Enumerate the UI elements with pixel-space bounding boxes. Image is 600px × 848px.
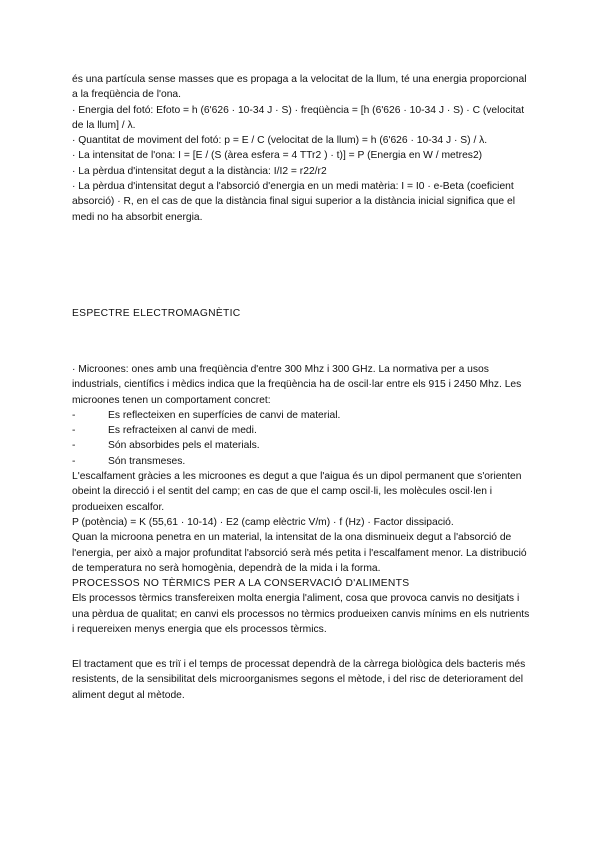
intro-paragraph: és una partícula sense masses que es propaga a la velocitat de la llum, té una energia proporcional a la freqüència de l'ona. (72, 74, 527, 101)
list-item (72, 423, 532, 438)
list-marker: - (72, 455, 76, 467)
list-item-text: Són absorbides pels el materials. (108, 440, 260, 452)
list-item (72, 454, 532, 469)
list-marker: - (72, 425, 76, 437)
list-marker: - (72, 440, 76, 452)
list-item (72, 438, 532, 453)
section-heading (72, 306, 532, 321)
microwaves-intro: · Microones: ones amb una freqüència d'entre 300 Mhz i 300 GHz. La normativa per a usos industrials, científics i mèdics indica que la freqüència ha de oscil·lar entre els 915 i 2450 Mhz. Les microones tenen un comportament concret: (72, 364, 522, 406)
intro-block (72, 72, 532, 225)
list-item (72, 408, 532, 423)
intro-paragraph: · Quantitat de moviment del fotó: p = E / C (velocitat de la llum) = h (6'626 · 10-34 J · S) / λ. (72, 135, 488, 147)
subheading: PROCESSOS NO TÈRMICS PER A LA CONSERVACIÓ D'ALIMENTS (72, 578, 410, 590)
intro-paragraph: · La pèrdua d'intensitat degut a la distància: I/I2 = r22/r2 (72, 165, 327, 177)
power-formula: P (potència) = K (55,61 · 10-14) · E2 (camp elèctric V/m) · f (Hz) · Factor dissipació. (72, 516, 454, 528)
closing-block (72, 657, 532, 703)
section-heading-text: ESPECTRE ELECTROMAGNÈTIC (72, 308, 241, 319)
microwaves-block (72, 362, 532, 637)
list-marker: - (72, 409, 76, 421)
intro-paragraph: · La pèrdua d'intensitat degut a l'absorció d'energia en un medi matèria: I = I0 · e-Beta (coeficient absorció) · R, en el cas de que la distància final sigui superior a la distància inicial significa que el medi no ha absorbit energia. (72, 181, 516, 223)
list-item-text: Es reflecteixen en superfícies de canvi de material. (108, 409, 341, 421)
heating-paragraph: L'escalfament gràcies a les microones es degut a que l'aigua és un dipol permanent que s'orienten obeint la direcció i el sentit del camp; en cas de que el camp oscil·li, les molècules oscil·len i produeixen escalfor. (72, 471, 522, 513)
intro-paragraph: · Energia del fotó: Efoto = h (6'626 · 10-34 J · S) · freqüència = [h (6'626 · 10-34 J · S) · C (velocitat de la llum] / λ. (72, 104, 525, 131)
intro-paragraph: · La intensitat de l'ona: I = [E / (S (àrea esfera = 4 TTr2 ) · t)] = P (Energia en W / metres2) (72, 150, 483, 162)
penetration-paragraph: Quan la microona penetra en un material, la intensitat de la ona disminueix degut a l'absorció de l'energia, per això a major profunditat l'absorció serà més petita i l'escalfament menor. La distribució de temperatura no serà homogènia, dependrà de la mida i la forma. (72, 532, 527, 574)
closing-paragraph: El tractament que es triï i el temps de processat dependrà de la càrrega biològica dels bacteris més resistents, de la sensibilitat dels microorganismes segons el mètode, i del risc de deteriorament del aliment degut al mètode. (72, 659, 526, 701)
list-item-text: Es refracteixen al canvi de medi. (108, 425, 257, 437)
list-item-text: Són transmeses. (108, 455, 186, 467)
thermal-paragraph: Els processos tèrmics transfereixen molta energia l'aliment, cosa que provoca canvis no desitjats i una pèrdua de qualitat; en canvi els processos no tèrmics produeixen canvis mínims en els nutrients i requereixen menys energia que els processos tèrmics. (72, 593, 530, 636)
